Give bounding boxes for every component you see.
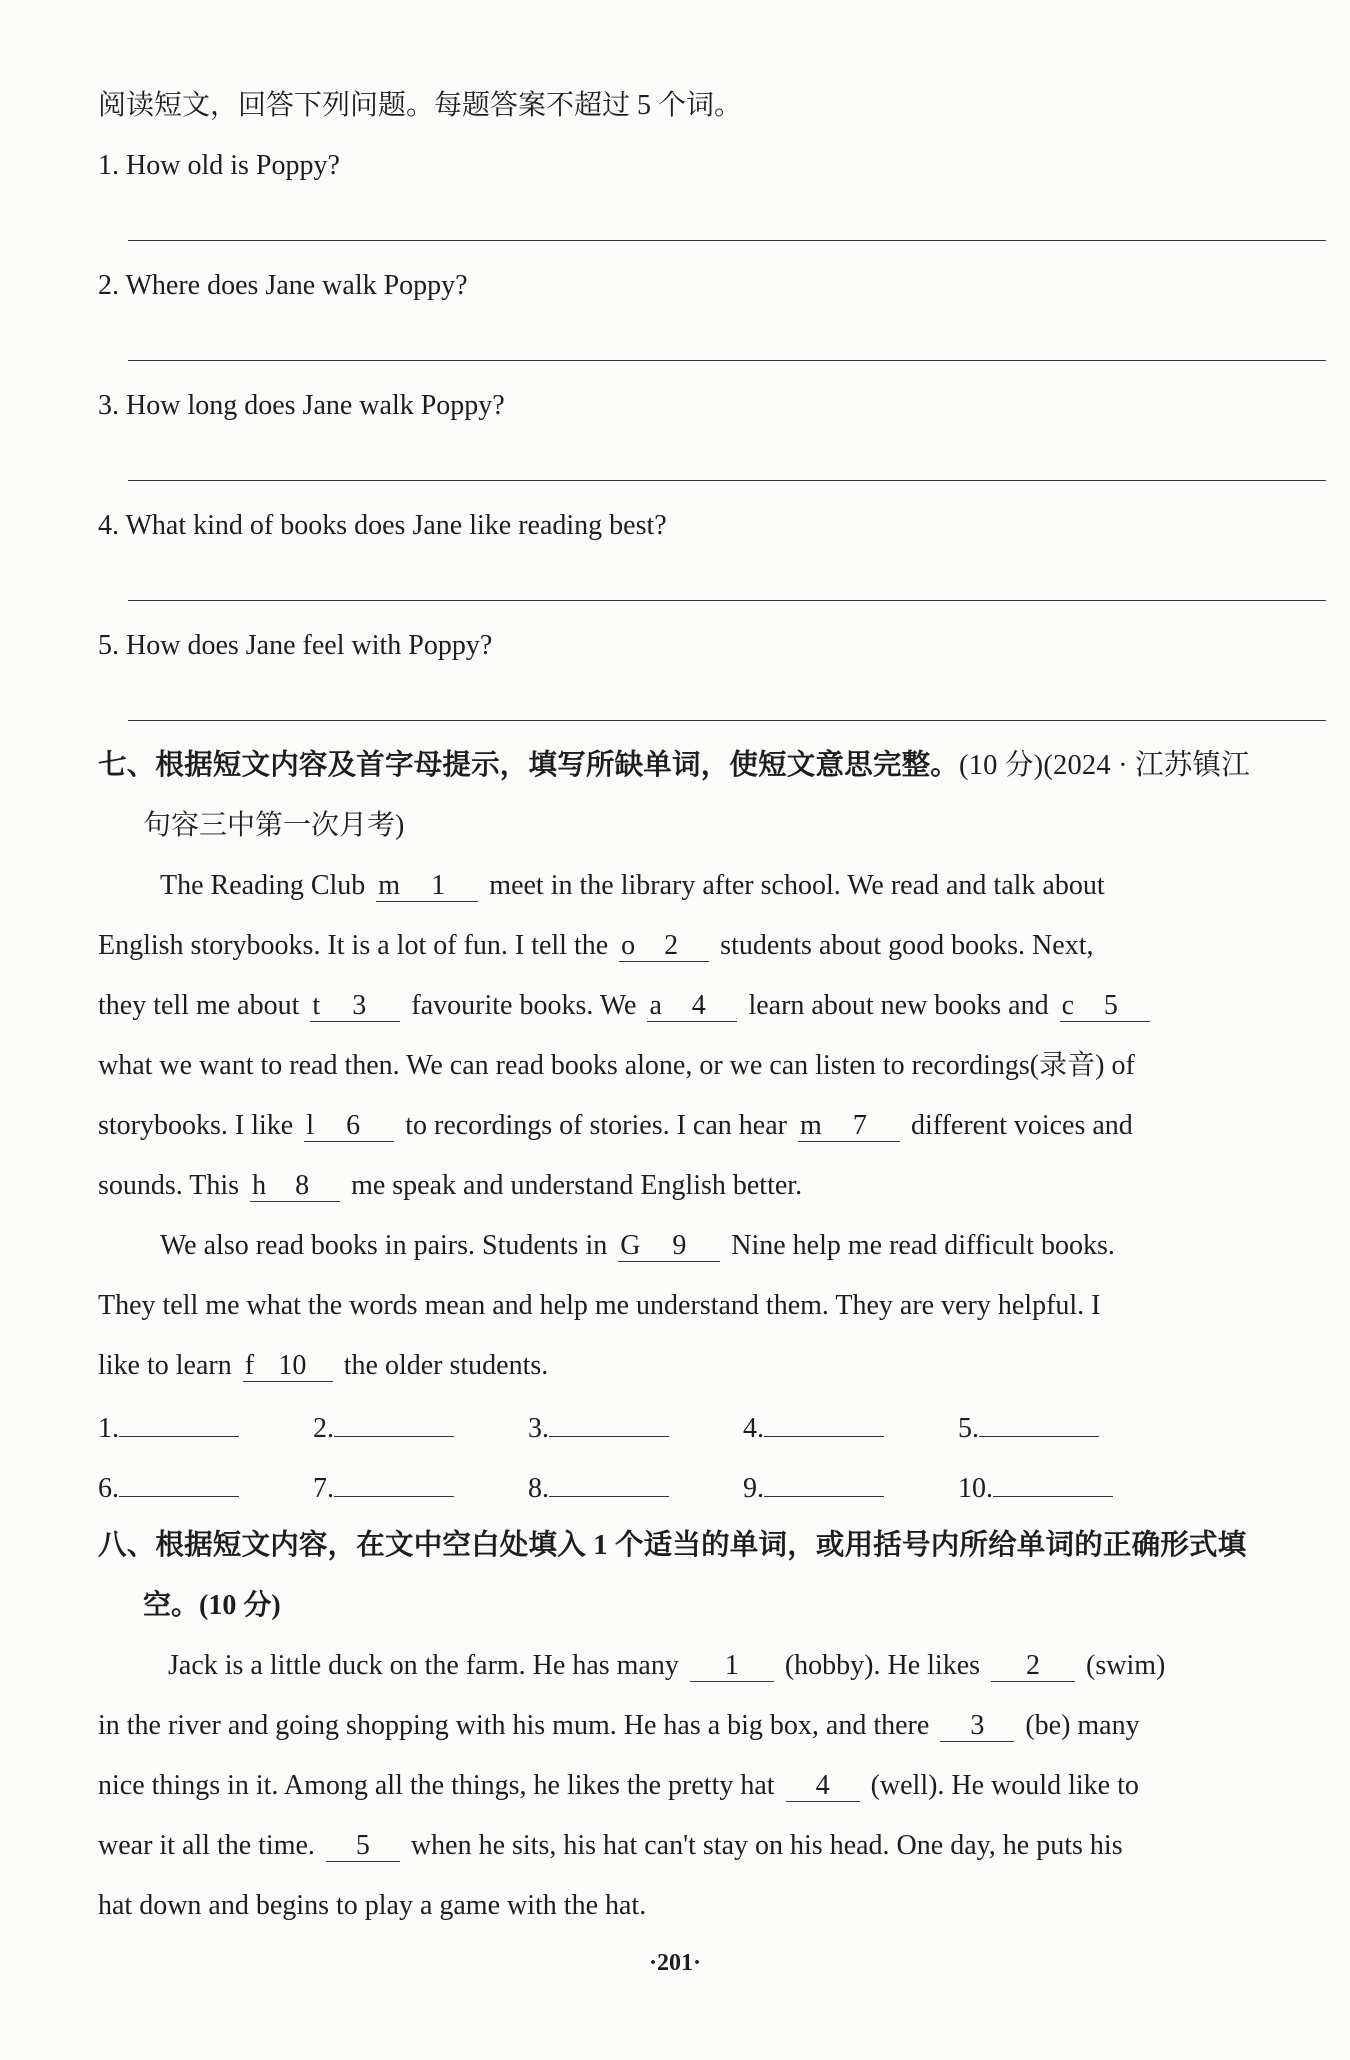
section8-heading-line2: 空。(10 分) [143,1590,281,1621]
answer-slot-6[interactable]: 6. [98,1466,239,1509]
section8-line4: wear it all the time. 5 when he sits, his hat can't stay on his head. One day, he puts his [98,1830,1123,1861]
section8-line1: Jack is a little duck on the farm. He has many 1 (hobby). He likes 2 (swim) [168,1650,1166,1681]
answer-line-4[interactable] [128,600,1326,601]
blank-7[interactable]: m 7 [798,1111,900,1142]
answer-slot-1[interactable]: 1. [98,1406,239,1449]
blank-2[interactable]: o 2 [619,931,709,962]
answer-row-1 [98,1406,1326,1446]
answer-slot-10[interactable]: 10. [958,1466,1113,1509]
answer-line-5[interactable] [128,720,1326,721]
section7-para2-line3: like to learn f 10 the older students. [98,1350,549,1381]
question-4: 4. What kind of books does Jane like reading best? [98,510,667,541]
section7-para1-line4: what we want to read then. We can read books alone, or we can listen to recordings(录音) of [98,1050,1135,1081]
section7-para1-line2: English storybooks. It is a lot of fun. I tell the o 2 students about good books. Next, [98,930,1094,961]
answer-line-2[interactable] [128,360,1326,361]
answer-slot-5[interactable]: 5. [958,1406,1099,1449]
blank-5[interactable]: c 5 [1060,991,1150,1022]
section7-title: 七、根据短文内容及首字母提示，填写所缺单词，使短文意思完整。 [98,750,960,781]
section7-para1-line6: sounds. This h 8 me speak and understand English better. [98,1170,803,1201]
section7-score-source: (10 分)(2024 · 江苏镇江 [959,750,1250,781]
blank-9[interactable]: G 9 [618,1231,720,1262]
section8-line2: in the river and going shopping with his mum. He has a big box, and there 3 (be) many [98,1710,1140,1741]
blank-10[interactable]: f 10 [243,1351,333,1382]
blank-1[interactable]: m 1 [376,871,478,902]
answer-slot-4[interactable]: 4. [743,1406,884,1449]
section7-para1-line1: The Reading Club m 1 meet in the library after school. We read and talk about [160,870,1105,901]
question-5: 5. How does Jane feel with Poppy? [98,630,493,661]
answer-line-3[interactable] [128,480,1326,481]
blank-8[interactable]: h 8 [250,1171,340,1202]
question-2: 2. Where does Jane walk Poppy? [98,270,468,301]
blank-4[interactable]: a 4 [647,991,737,1022]
section6-instructions: 阅读短文，回答下列问题。每题答案不超过 5 个词。 [98,90,743,121]
s8-blank-2[interactable]: 2 [991,1651,1075,1682]
s8-blank-4[interactable]: 4 [786,1771,860,1802]
section8-line3: nice things in it. Among all the things, he likes the pretty hat 4 (well). He would like to [98,1770,1139,1801]
answer-line-1[interactable] [128,240,1326,241]
question-1: 1. How old is Poppy? [98,150,340,181]
answer-slot-3[interactable]: 3. [528,1406,669,1449]
page-number: ·201· [648,1950,701,1976]
question-3: 3. How long does Jane walk Poppy? [98,390,505,421]
section7-para2-line2: They tell me what the words mean and help me understand them. They are very helpful. I [98,1290,1101,1321]
section7-source-line2: 句容三中第一次月考) [143,810,405,841]
blank-6[interactable]: l 6 [304,1111,394,1142]
answer-slot-7[interactable]: 7. [313,1466,454,1509]
section8-line5: hat down and begins to play a game with the hat. [98,1890,647,1921]
blank-3[interactable]: t 3 [310,991,400,1022]
section7-para1-line3: they tell me about t 3 favourite books. We a 4 learn about new books and c 5 [98,986,1326,1026]
answer-slot-2[interactable]: 2. [313,1406,454,1449]
section7-para1-line5: storybooks. I like l 6 to recordings of stories. I can hear m 7 different voices and [98,1110,1133,1141]
answer-slot-9[interactable]: 9. [743,1466,884,1509]
answer-row-2 [98,1466,1326,1506]
section7-para2-line1: We also read books in pairs. Students in G 9 Nine help me read difficult books. [160,1230,1115,1261]
s8-blank-5[interactable]: 5 [326,1831,400,1862]
section7-heading [98,746,1250,786]
s8-blank-1[interactable]: 1 [690,1651,774,1682]
section8-heading: 八、根据短文内容，在文中空白处填入 1 个适当的单词，或用括号内所给单词的正确形式填 [98,1530,1247,1561]
s8-blank-3[interactable]: 3 [940,1711,1014,1742]
answer-slot-8[interactable]: 8. [528,1466,669,1509]
